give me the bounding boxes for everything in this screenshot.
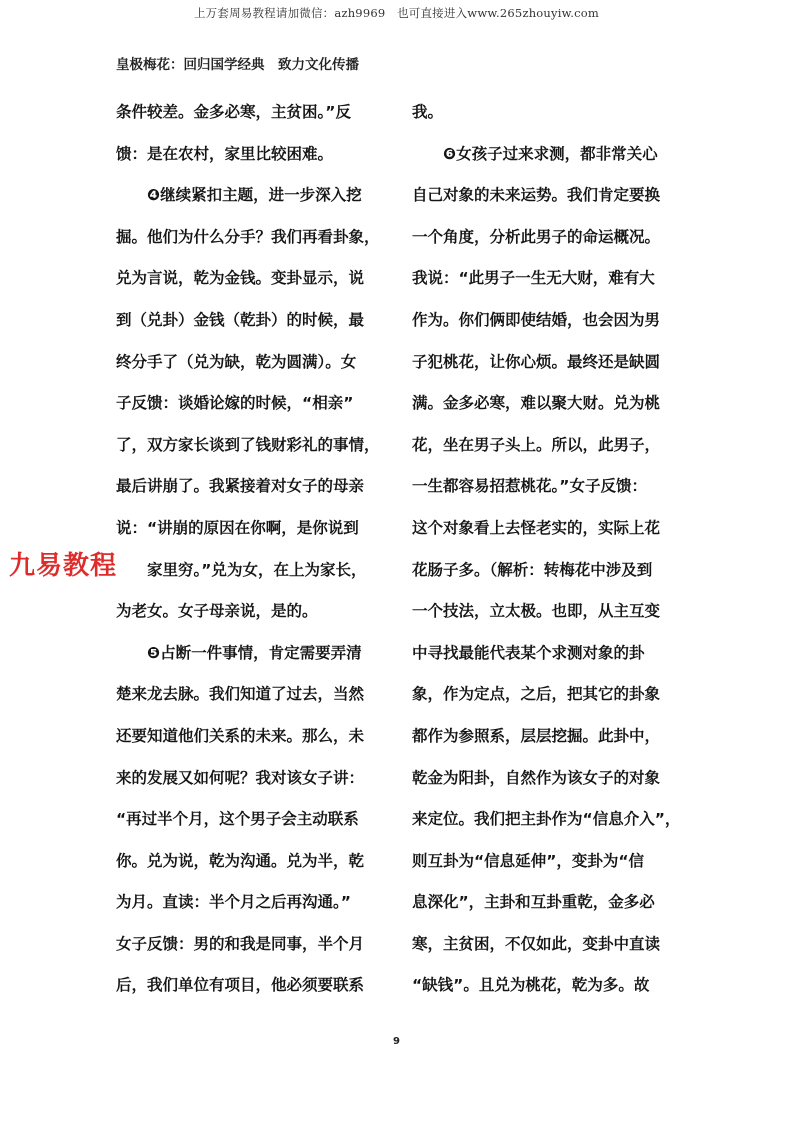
text-line: 说：“讲崩的原因在你啊，是你说到 [116,518,359,537]
watermark: 九易教程 [9,551,118,581]
top-notice: 上万套周易教程请加微信：azh9969 也可直接进入www.265zhouyiw.com [193,6,600,20]
text-line: 我说：“此男子一生无大财，难有大 [412,269,655,288]
text-line: 作为。你们俩即使结婚，也会因为男 [412,310,661,329]
text-line: 子犯桃花，让你心烦。最终还是缺圆 [412,352,661,371]
text-line: 楚来龙去脉。我们知道了过去，当然 [116,685,365,704]
text-line: 则互卦为“信息延伸”，变卦为“信 [412,851,645,870]
text-line: 馈：是在农村，家里比较困难。 [116,144,334,163]
text-line: 女子反馈：男的和我是同事，半个月 [116,934,365,953]
text-line: 乾金为阳卦，自然作为该女子的对象 [412,768,661,787]
text-line: 来定位。我们把主卦作为“信息介入”， [412,810,681,829]
page-number: 9 [393,1036,400,1047]
text-line: 这个对象看上去怪老实的，实际上花 [412,518,661,537]
text-line: 还要知道他们关系的未来。那么，未 [116,726,365,745]
text-line: “缺钱”。且兑为桃花，乾为多。故 [412,976,650,995]
text-line: 为老女。女子母亲说，是的。 [116,602,318,621]
text-line: 最后讲崩了。我紧接着对女子的母亲 [116,477,365,496]
text-line: 你。兑为说，乾为沟通。兑为半，乾 [116,851,365,870]
text-line: 一个角度，分析此男子的命运概况。 [412,227,661,246]
text-line: 花，坐在男子头上。所以，此男子， [412,435,661,454]
text-line: 到（兑卦）金钱（乾卦）的时候，最 [116,310,365,329]
text-line: 了，双方家长谈到了钱财彩礼的事情， [116,435,380,454]
text-line: 后，我们单位有项目，他必须要联系 [116,976,365,995]
text-line: 花肠子多。（解析：转梅花中涉及到 [412,560,653,579]
text-line: 寒，主贫困，不仅如此，变卦中直读 [412,934,661,953]
text-line: 象，作为定点，之后，把其它的卦象 [412,685,661,704]
text-line: 一个技法，立太极。也即，从主互变 [412,602,661,621]
text-line: 来的发展又如何呢？我对该女子讲： [116,768,365,787]
text-line: 掘。他们为什么分手？我们再看卦象， [116,227,380,246]
text-line: 自己对象的未来运势。我们肯定要换 [412,186,661,205]
left-column [116,97,391,1012]
text-line: 为月。直读：半个月之后再沟通。” [116,893,351,912]
running-header: 皇极梅花：回归国学经典 致力文化传播 [116,57,359,73]
text-line: ❺占断一件事情，肯定需要弄清 [147,643,362,662]
text-line: ❻女孩子过来求测，都非常关心 [443,144,658,163]
text-line: 我。 [412,103,444,121]
text-line: 家里穷。”兑为女，在上为家长， [116,560,367,579]
text-line: ❹继续紧扣主题，进一步深入挖 [147,186,362,205]
right-column [412,97,682,1012]
text-line: 都作为参照系，层层挖掘。此卦中， [412,726,661,745]
text-line: 一生都容易招惹桃花。”女子反馈： [412,477,647,496]
text-line: “再过半个月，这个男子会主动联系 [116,810,359,829]
text-line: 息深化”，主卦和互卦重乾，金多必 [412,893,655,912]
text-line: 终分手了（兑为缺，乾为圆满）。女 [116,352,357,371]
text-line: 子反馈：谈婚论嫁的时候，“相亲” [116,394,354,413]
text-line: 条件较差。金多必寒，主贫困。”反 [116,103,351,121]
text-line: 兑为言说，乾为金钱。变卦显示，说 [116,269,365,288]
text-line: 中寻找最能代表某个求测对象的卦 [412,643,645,662]
text-line: 满。金多必寒，难以聚大财。兑为桃 [412,394,661,413]
